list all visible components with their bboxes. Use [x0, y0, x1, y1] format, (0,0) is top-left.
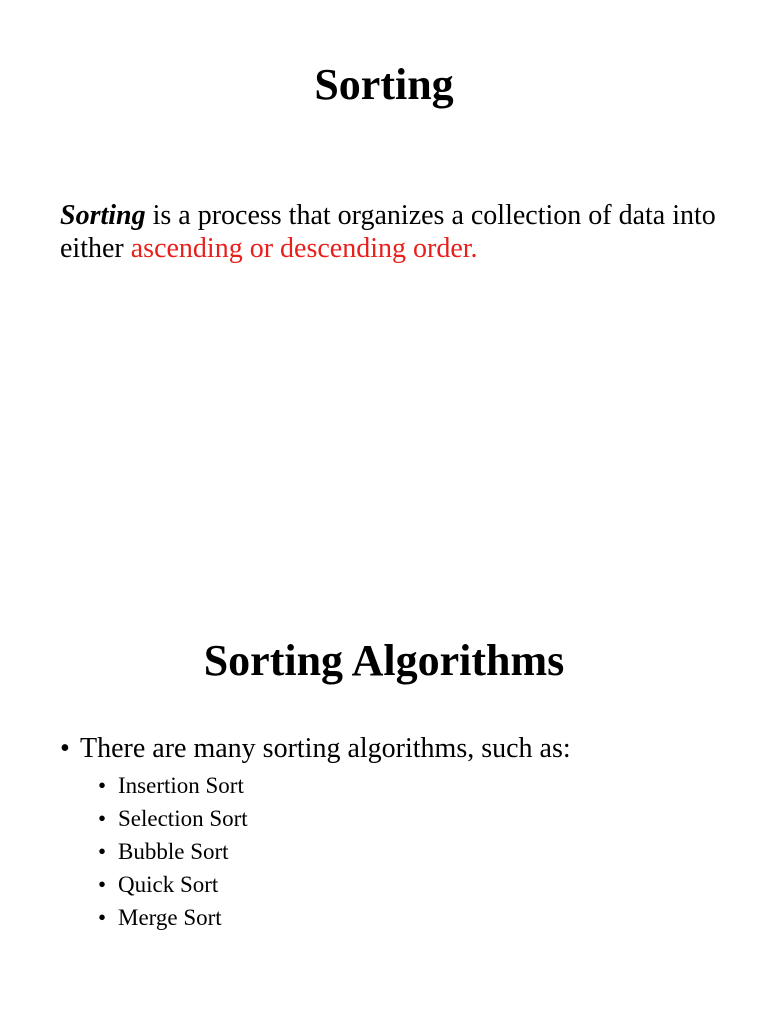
- algorithm-label: Bubble Sort: [118, 839, 229, 864]
- algorithm-label: Selection Sort: [118, 806, 248, 831]
- definition-term: Sorting: [60, 200, 146, 231]
- bullet-icon: •: [98, 872, 107, 897]
- bullet-icon: •: [98, 806, 107, 831]
- list-item: [98, 835, 248, 868]
- algorithm-label: Merge Sort: [118, 905, 222, 930]
- algorithm-label: Insertion Sort: [118, 773, 244, 798]
- slide-sorting-algorithms: [0, 512, 768, 1024]
- slide-title: Sorting Algorithms: [203, 636, 565, 685]
- definition-highlight: ascending or descending order.: [130, 233, 478, 264]
- list-item: [98, 868, 248, 901]
- bullet-icon: •: [98, 905, 107, 930]
- sorting-definition: [60, 199, 740, 265]
- bullet-icon: •: [98, 773, 107, 798]
- main-bullet-text: There are many sorting algorithms, such as:: [80, 733, 571, 764]
- list-item: [98, 802, 248, 835]
- algorithm-label: Quick Sort: [118, 872, 219, 897]
- bullet-icon: •: [98, 839, 107, 864]
- slide-title: Sorting: [314, 60, 454, 109]
- list-item: [98, 901, 248, 934]
- main-bullet: [60, 732, 571, 765]
- bullet-icon: •: [60, 733, 70, 764]
- definition-text: is a process that organizes a collection of data into either: [60, 200, 716, 264]
- algorithm-list: [98, 769, 248, 934]
- list-item: [98, 769, 248, 802]
